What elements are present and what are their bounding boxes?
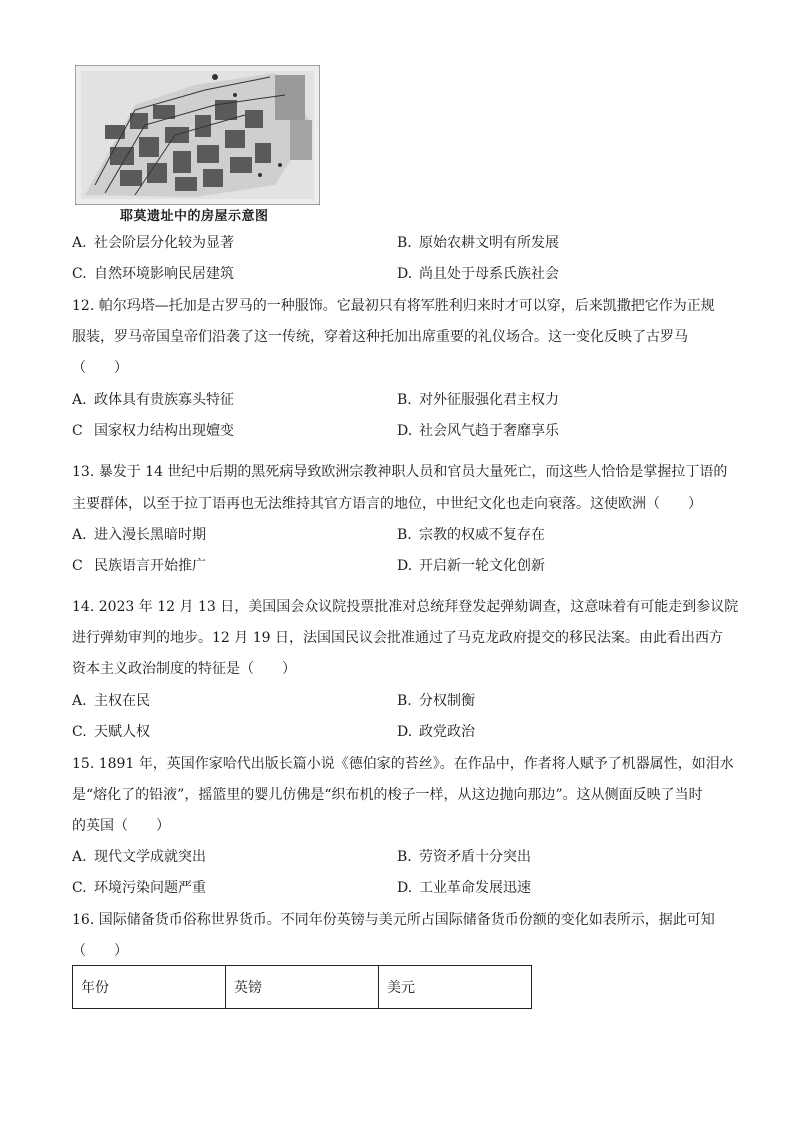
q11-option-c: C. 自然环境影响民居建筑 xyxy=(72,266,234,282)
figure-caption: 耶莫遗址中的房屋示意图 xyxy=(120,209,269,224)
q13-stem-line-1: 13. 暴发于 14 世纪中后期的黑死病导致欧洲宗教神职人员和官员大量死亡，而这些人恰恰是掌握拉丁语的 xyxy=(72,464,728,480)
q15-option-b: B. 劳资矛盾十分突出 xyxy=(397,849,531,865)
q13-stem-line-2: 主要群体，以至于拉丁语再也无法维持其官方语言的地位，中世纪文化也走向衰落。这使欧洲（ ） xyxy=(72,496,702,512)
q12-option-a: A. 政体具有贵族寡头特征 xyxy=(72,392,234,408)
q16-answer-blank: （ ） xyxy=(72,943,128,959)
q11-option-d: D. 尚且处于母系氏族社会 xyxy=(397,266,559,282)
q14-stem-line-1: 14. 2023 年 12 月 13 日，美国国会众议院投票批准对总统拜登发起弹劾调查，这意味着有可能走到参议院 xyxy=(72,599,739,615)
q13-option-c: C 民族语言开始推广 xyxy=(72,558,206,574)
q15-option-d: D. 工业革命发展迅速 xyxy=(397,880,531,896)
q13-option-d: D. 开启新一轮文化创新 xyxy=(397,558,545,574)
q16-stem-line-1: 16. 国际储备货币俗称世界货币。不同年份英镑与美元所占国际储备货币份额的变化如表所示，据此可知 xyxy=(72,912,715,928)
currency-share-table xyxy=(72,965,532,1009)
q12-stem-line-1: 12. 帕尔玛塔—托加是古罗马的一种服饰。它最初只有将军胜利归来时才可以穿，后来凯撒把它作为正规 xyxy=(72,298,715,314)
q14-option-c: C. 天赋人权 xyxy=(72,724,150,740)
q12-stem-line-2: 服装，罗马帝国皇帝们沿袭了这一传统，穿着这种托加出席重要的礼仪场合。这一变化反映了古罗马 xyxy=(72,329,688,345)
q15-option-a: A. 现代文学成就突出 xyxy=(72,849,206,865)
q14-stem-line-3: 资本主义政治制度的特征是（ ） xyxy=(72,661,296,677)
q12-answer-blank: （ ） xyxy=(72,360,128,376)
house-site-illustration xyxy=(75,65,320,205)
q13-option-b: B. 宗教的权威不复存在 xyxy=(397,527,545,543)
q11-option-b: B. 原始农耕文明有所发展 xyxy=(397,235,559,251)
q12-option-d: D. 社会风气趋于奢靡享乐 xyxy=(397,423,559,439)
q15-option-c: C. 环境污染问题严重 xyxy=(72,880,206,896)
q15-stem-line-2: 是“熔化了的铅液”，摇篮里的婴儿仿佛是“织布机的梭子一样，从这边抛向那边”。这从侧面反映了当时 xyxy=(72,787,703,803)
q14-option-b: B. 分权制衡 xyxy=(397,693,475,709)
q15-stem-line-3: 的英国（ ） xyxy=(72,818,170,834)
q14-option-a: A. 主权在民 xyxy=(72,693,150,709)
table-header-dollar: 美元 xyxy=(379,966,532,1009)
q11-option-a: A. 社会阶层分化较为显著 xyxy=(72,235,234,251)
table-header-pound: 英镑 xyxy=(226,966,379,1009)
house-diagram-image xyxy=(75,65,320,205)
q14-stem-line-2: 进行弹劾审判的地步。12 月 19 日，法国国民议会批准通过了马克龙政府提交的移民法案。由此看出西方 xyxy=(72,630,723,646)
q13-option-a: A. 进入漫长黑暗时期 xyxy=(72,527,206,543)
q14-option-d: D. 政党政治 xyxy=(397,724,475,740)
table-header-year: 年份 xyxy=(73,966,226,1009)
table-header-row xyxy=(73,966,532,1009)
q15-stem-line-1: 15. 1891 年，英国作家哈代出版长篇小说《德伯家的苔丝》。在作品中，作者将人赋予了机器属性，如泪水 xyxy=(72,756,734,772)
q12-option-c: C 国家权力结构出现嬗变 xyxy=(72,423,234,439)
q12-option-b: B. 对外征服强化君主权力 xyxy=(397,392,559,408)
